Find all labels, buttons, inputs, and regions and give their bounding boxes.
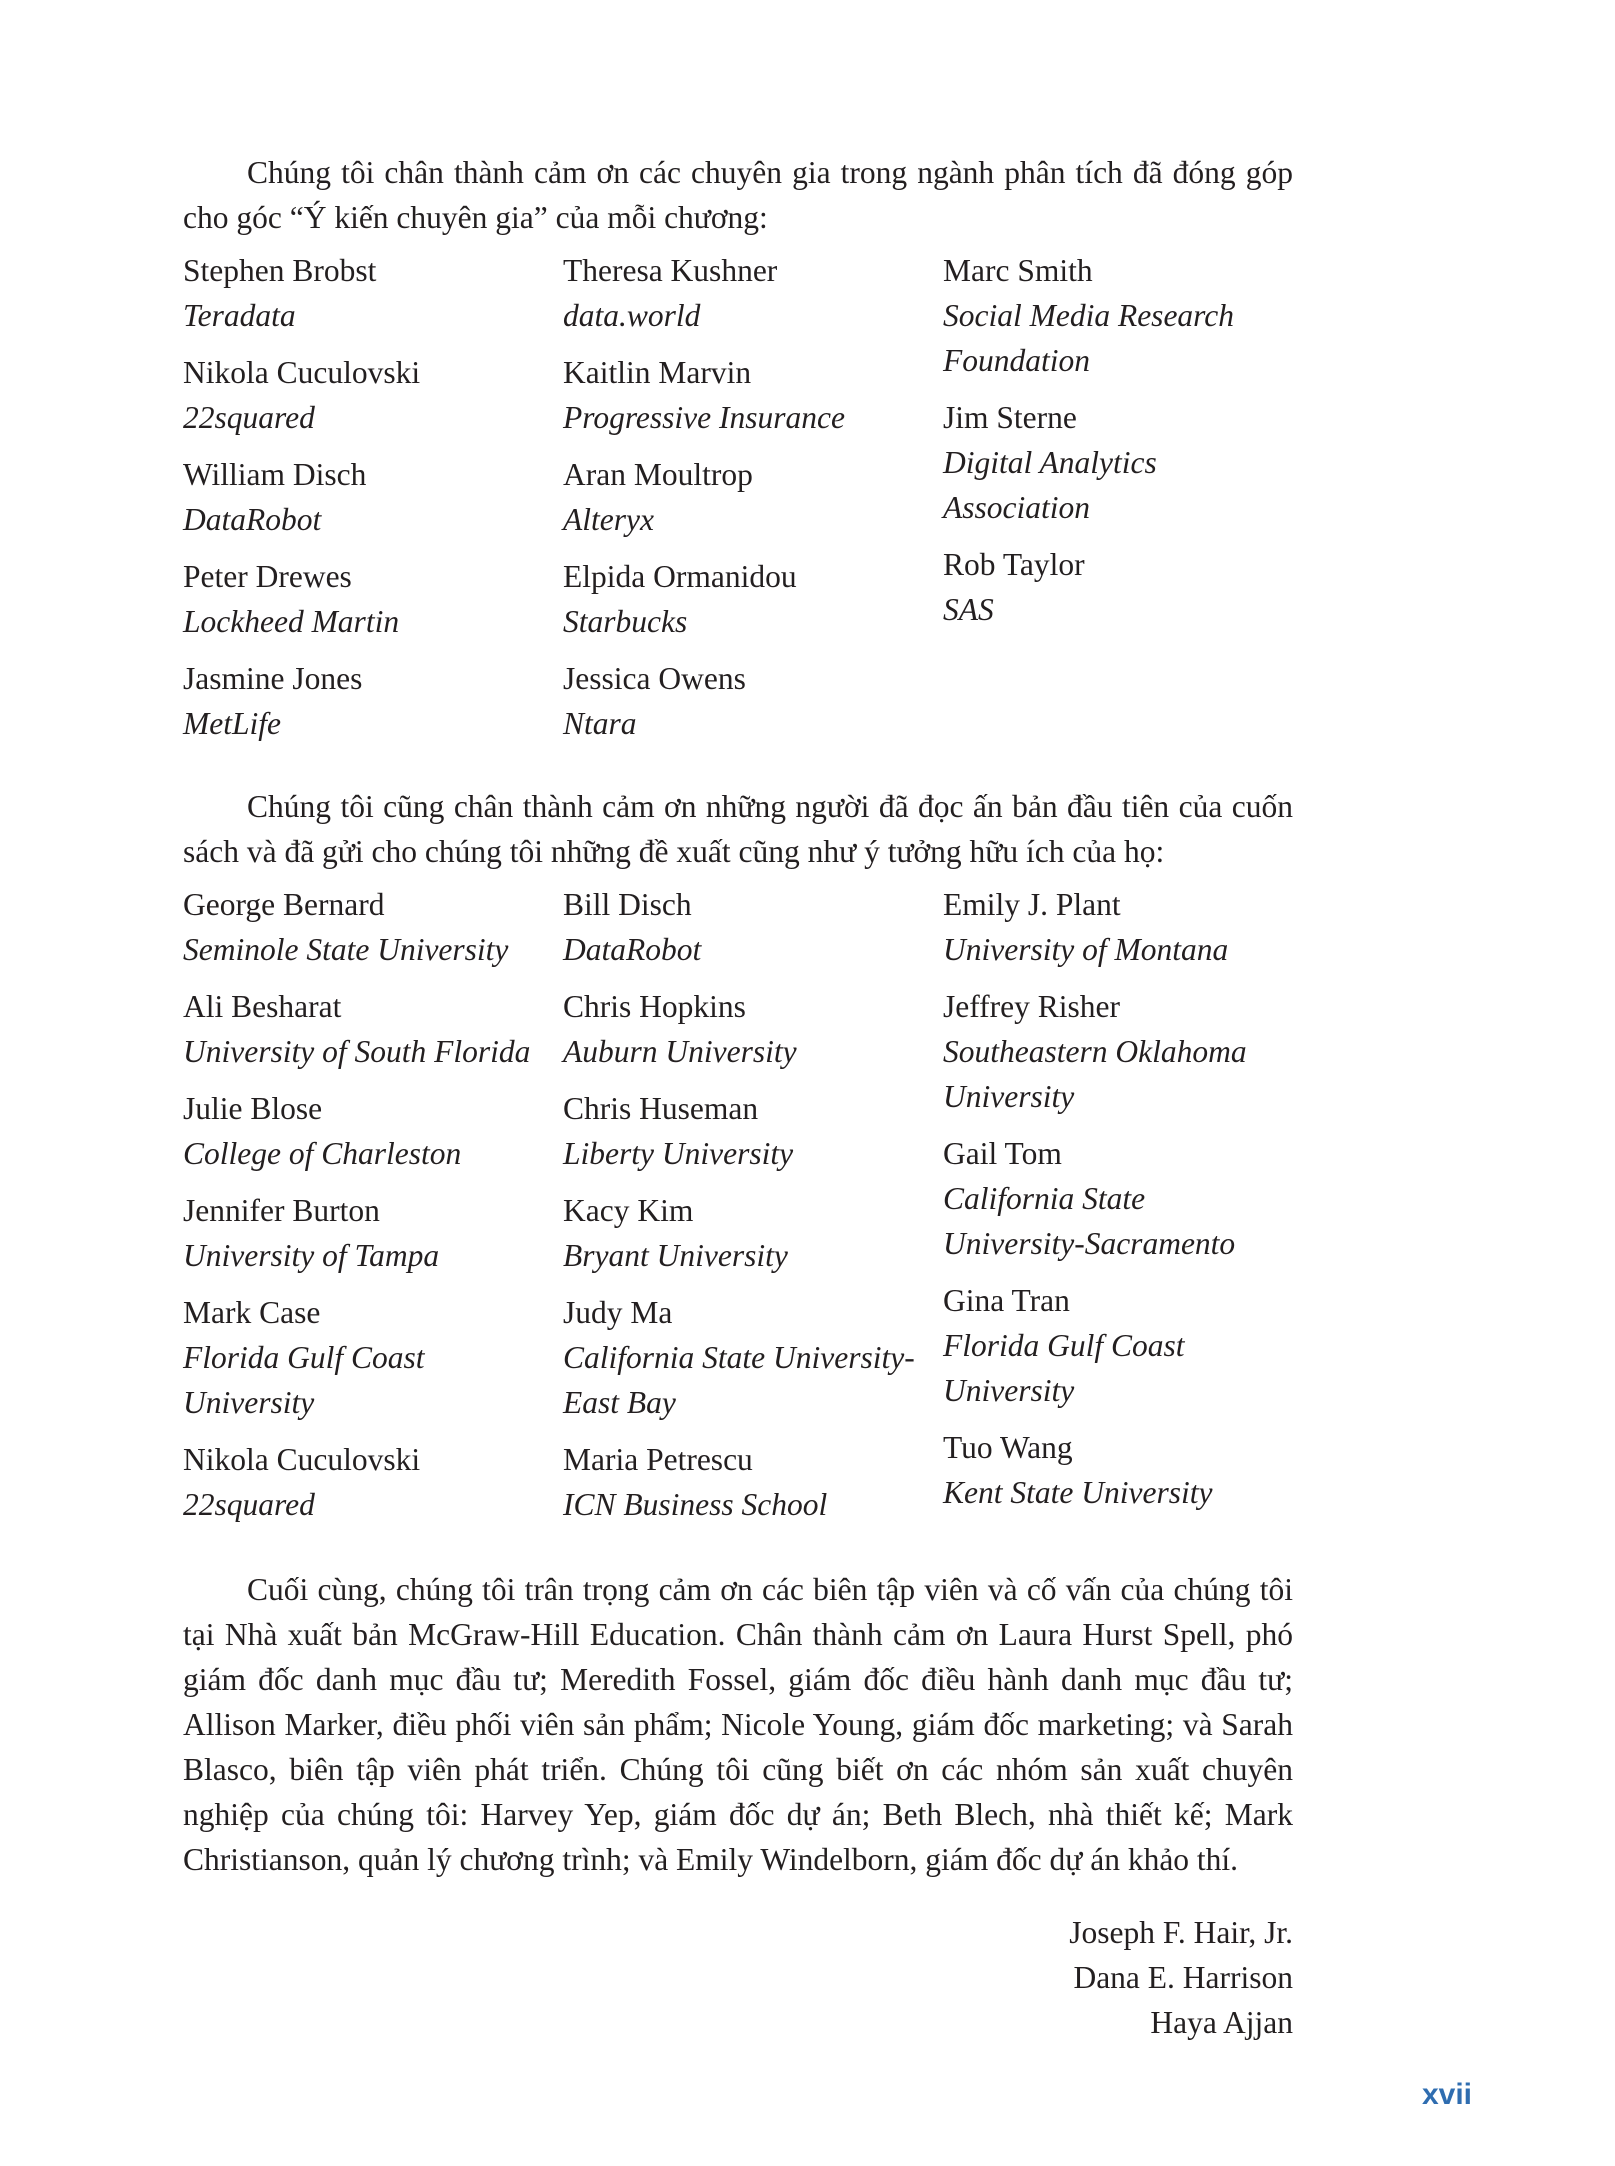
expert-entry	[183, 248, 563, 338]
expert-name: Jasmine Jones	[183, 661, 363, 696]
intro-paragraph: Chúng tôi chân thành cảm ơn các chuyên gia trong ngành phân tích đã đóng góp cho góc “Ý kiến chuyên gia” của mỗi chương:	[183, 155, 1293, 235]
expert-organization: Teradata	[183, 298, 296, 333]
reviewer-entry	[943, 1425, 1293, 1515]
expert-organization: Social Media Research Foundation	[943, 298, 1234, 378]
expert-name: Peter Drewes	[183, 559, 352, 594]
reviewer-name: Ali Besharat	[183, 989, 342, 1024]
reviewers-list	[183, 882, 1293, 1539]
closing-paragraph: Cuối cùng, chúng tôi trân trọng cảm ơn các biên tập viên và cố vấn của chúng tôi tại Nhà xuất bản McGraw-Hill Education. Chân thành cảm ơn Laura Hurst Spell, phó giám đốc danh mục đầu tư; Meredith Fossel, giám đốc điều hành danh mục đầu tư; Allison Marker, điều phối viên sản phẩm; Nicole Young, giám đốc marketing; và Sarah Blasco, biên tập viên phát triển. Chúng tôi cũng biết ơn các nhóm sản xuất chuyên nghiệp của chúng tôi: Harvey Yep, giám đốc dự án; Beth Blech, nhà thiết kế; Mark Christianson, quản lý chương trình; và Emily Windelborn, giám đốc dự án khảo thí.	[183, 1572, 1293, 1877]
expert-organization: MetLife	[183, 706, 281, 741]
reviewer-name: Gina Tran	[943, 1283, 1070, 1318]
reviewer-affiliation: Florida Gulf Coast University	[183, 1340, 425, 1420]
reviewer-entry	[183, 1290, 563, 1425]
expert-name: Rob Taylor	[943, 547, 1085, 582]
expert-organization: Digital Analytics Association	[943, 445, 1157, 525]
expert-name: William Disch	[183, 457, 367, 492]
expert-entry	[563, 452, 943, 542]
reviewer-entry	[183, 882, 563, 972]
reviewer-affiliation: California State University-Sacramento	[943, 1181, 1236, 1261]
reviewer-affiliation: California State University-East Bay	[563, 1340, 915, 1420]
reviewer-name: Tuo Wang	[943, 1430, 1073, 1465]
reviewer-affiliation: Auburn University	[563, 1034, 797, 1069]
reviewer-entry	[943, 1278, 1293, 1413]
expert-entry	[183, 452, 563, 542]
experts-column-1	[183, 248, 563, 758]
expert-name: Jessica Owens	[563, 661, 746, 696]
reviewer-affiliation: 22squared	[183, 1487, 315, 1522]
expert-organization: Starbucks	[563, 604, 688, 639]
reviewer-entry	[183, 984, 563, 1074]
reviewer-name: Emily J. Plant	[943, 887, 1121, 922]
expert-organization: data.world	[563, 298, 701, 333]
author-name: Joseph F. Hair, Jr.	[1069, 1915, 1293, 1950]
reviewer-name: Mark Case	[183, 1295, 321, 1330]
reviewer-entry	[943, 1131, 1293, 1266]
document-page	[183, 150, 1293, 2045]
reviewer-name: Chris Huseman	[563, 1091, 759, 1126]
expert-name: Stephen Brobst	[183, 253, 377, 288]
reviewer-name: Jeffrey Risher	[943, 989, 1120, 1024]
expert-organization: Progressive Insurance	[563, 400, 845, 435]
reviewer-affiliation: Southeastern Oklahoma University	[943, 1034, 1247, 1114]
expert-entry	[943, 248, 1293, 383]
reviewer-affiliation: University of Montana	[943, 932, 1229, 967]
experts-list	[183, 248, 1293, 758]
expert-organization: DataRobot	[183, 502, 322, 537]
reviewers-column-3	[943, 882, 1293, 1539]
expert-name: Marc Smith	[943, 253, 1093, 288]
reviewer-name: Gail Tom	[943, 1136, 1062, 1171]
expert-entry	[943, 395, 1293, 530]
reviewer-affiliation: Seminole State University	[183, 932, 509, 967]
page-number: xvii	[1421, 2078, 1472, 2111]
reviewer-affiliation: Florida Gulf Coast University	[943, 1328, 1185, 1408]
expert-entry	[943, 542, 1293, 632]
author-name: Dana E. Harrison	[1073, 1960, 1293, 1995]
reviewer-entry	[563, 984, 943, 1074]
reviewer-affiliation: Liberty University	[563, 1136, 794, 1171]
reviewer-entry	[563, 1437, 943, 1527]
expert-organization: Lockheed Martin	[183, 604, 400, 639]
reviewer-name: Nikola Cuculovski	[183, 1442, 421, 1477]
reviewer-entry	[563, 882, 943, 972]
expert-entry	[563, 248, 943, 338]
reviewer-affiliation: ICN Business School	[563, 1487, 828, 1522]
reviewer-entry	[183, 1086, 563, 1176]
author-signatures	[183, 1910, 1293, 2045]
expert-entry	[563, 656, 943, 746]
expert-entry	[563, 554, 943, 644]
reviewer-name: Jennifer Burton	[183, 1193, 380, 1228]
expert-organization: Alteryx	[563, 502, 654, 537]
expert-entry	[183, 554, 563, 644]
expert-name: Aran Moultrop	[563, 457, 753, 492]
reviewer-entry	[943, 984, 1293, 1119]
reviewer-name: Bill Disch	[563, 887, 692, 922]
expert-organization: SAS	[943, 592, 994, 627]
reviewer-name: Julie Blose	[183, 1091, 323, 1126]
experts-column-3	[943, 248, 1293, 758]
reviewers-paragraph: Chúng tôi cũng chân thành cảm ơn những người đã đọc ấn bản đầu tiên của cuốn sách và đã gửi cho chúng tôi những đề xuất cũng như ý tưởng hữu ích của họ:	[183, 789, 1293, 869]
expert-name: Theresa Kushner	[563, 253, 778, 288]
reviewer-name: Maria Petrescu	[563, 1442, 753, 1477]
reviewer-entry	[563, 1290, 943, 1425]
expert-organization: 22squared	[183, 400, 315, 435]
reviewer-affiliation: Kent State University	[943, 1475, 1213, 1510]
reviewers-column-2	[563, 882, 943, 1539]
expert-entry	[563, 350, 943, 440]
reviewer-entry	[183, 1437, 563, 1527]
reviewer-entry	[943, 882, 1293, 972]
expert-organization: Ntara	[563, 706, 637, 741]
expert-name: Nikola Cuculovski	[183, 355, 421, 390]
expert-entry	[183, 350, 563, 440]
reviewer-entry	[563, 1086, 943, 1176]
reviewer-name: George Bernard	[183, 887, 385, 922]
expert-name: Kaitlin Marvin	[563, 355, 752, 390]
reviewer-entry	[183, 1188, 563, 1278]
experts-column-2	[563, 248, 943, 758]
reviewer-entry	[563, 1188, 943, 1278]
reviewer-affiliation: University of Tampa	[183, 1238, 440, 1273]
reviewers-column-1	[183, 882, 563, 1539]
reviewer-affiliation: DataRobot	[563, 932, 702, 967]
expert-name: Elpida Ormanidou	[563, 559, 797, 594]
reviewer-name: Judy Ma	[563, 1295, 673, 1330]
reviewer-affiliation: College of Charleston	[183, 1136, 462, 1171]
author-name: Haya Ajjan	[1150, 2005, 1293, 2040]
reviewer-name: Chris Hopkins	[563, 989, 746, 1024]
expert-name: Jim Sterne	[943, 400, 1077, 435]
reviewer-name: Kacy Kim	[563, 1193, 694, 1228]
reviewer-affiliation: University of South Florida	[183, 1034, 531, 1069]
reviewer-affiliation: Bryant University	[563, 1238, 788, 1273]
expert-entry	[183, 656, 563, 746]
